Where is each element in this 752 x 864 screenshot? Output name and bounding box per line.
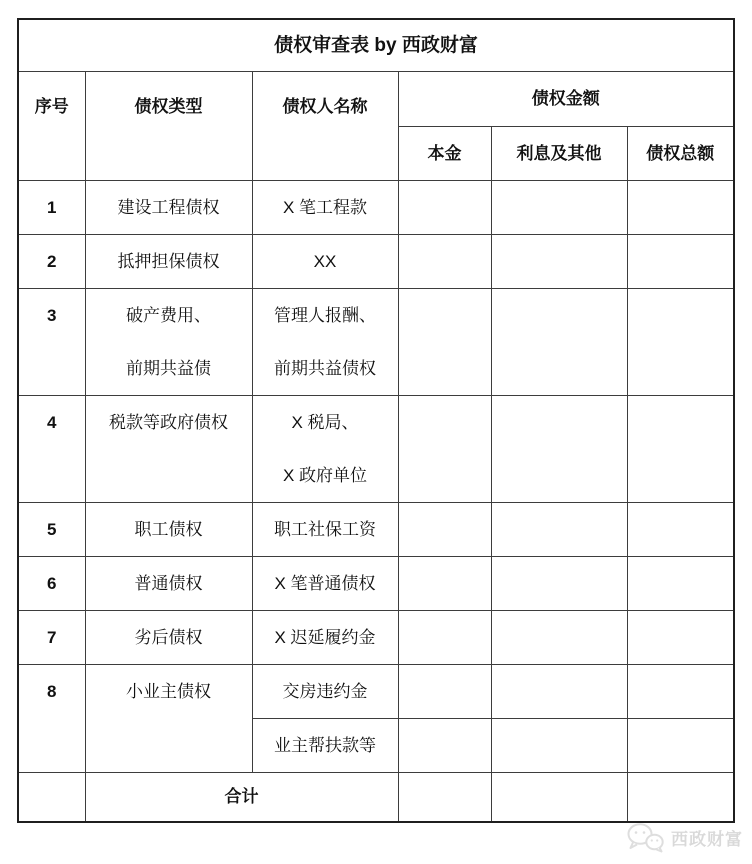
cell-creditor: X 笔工程款 <box>252 181 398 235</box>
totals-label-cell <box>85 773 398 823</box>
table-row <box>18 181 734 235</box>
cell-total <box>627 289 734 396</box>
creditor-review-table <box>17 18 735 823</box>
cell-total <box>627 611 734 665</box>
cell-type: 破产费用、 前期共益债 <box>85 289 252 396</box>
cell-type: 建设工程债权 <box>85 181 252 235</box>
table-row <box>18 503 734 557</box>
cell-interest <box>491 773 627 823</box>
table-row <box>18 665 734 719</box>
cell-principal <box>398 235 491 289</box>
cell-total <box>627 719 734 773</box>
cell-interest <box>491 665 627 719</box>
cell-principal <box>398 611 491 665</box>
cell-no: 5 <box>18 503 85 557</box>
cell-principal <box>398 557 491 611</box>
cell-total <box>627 396 734 503</box>
cell-type: 职工债权 <box>85 503 252 557</box>
cell-interest <box>491 396 627 503</box>
totals-label: 合计 <box>224 787 259 806</box>
cell-type: 小业主债权 <box>85 665 252 773</box>
cell-creditor: 业主帮扶款等 <box>252 719 398 773</box>
cell-interest <box>491 503 627 557</box>
cell-principal <box>398 719 491 773</box>
table-row <box>18 611 734 665</box>
header-total: 债权总额 <box>627 127 734 181</box>
totals-row <box>18 773 734 823</box>
cell-interest <box>491 719 627 773</box>
header-creditor: 债权人名称 <box>252 72 398 181</box>
table-row <box>18 289 734 396</box>
cell-total <box>627 557 734 611</box>
cell-total <box>627 181 734 235</box>
cell-type: 税款等政府债权 <box>85 396 252 503</box>
cell-no: 2 <box>18 235 85 289</box>
cell-no: 1 <box>18 181 85 235</box>
cell-principal <box>398 289 491 396</box>
table-title-cell <box>18 19 734 72</box>
cell-creditor: 职工社保工资 <box>252 503 398 557</box>
cell-creditor: X 税局、 X 政府单位 <box>252 396 398 503</box>
cell-principal <box>398 773 491 823</box>
cell-total <box>627 773 734 823</box>
cell-creditor: X 笔普通债权 <box>252 557 398 611</box>
page-title: 债权审查表 by 西政财富 <box>274 35 478 56</box>
table-row <box>18 235 734 289</box>
cell-interest <box>491 557 627 611</box>
cell-total <box>627 235 734 289</box>
cell-creditor: 管理人报酬、 前期共益债权 <box>252 289 398 396</box>
cell-principal <box>398 181 491 235</box>
cell-no: 6 <box>18 557 85 611</box>
cell-creditor: XX <box>252 235 398 289</box>
header-amount-group: 债权金额 <box>398 72 734 127</box>
cell-principal <box>398 396 491 503</box>
cell-no: 8 <box>18 665 85 773</box>
watermark <box>626 822 743 853</box>
watermark-text: 西政财富 <box>671 830 743 849</box>
cell-creditor: X 迟延履约金 <box>252 611 398 665</box>
cell-total <box>627 503 734 557</box>
cell-creditor: 交房违约金 <box>252 665 398 719</box>
cell-principal <box>398 665 491 719</box>
header-no: 序号 <box>18 72 85 181</box>
cell-type: 普通债权 <box>85 557 252 611</box>
wechat-logo-icon <box>626 822 664 853</box>
table-row <box>18 396 734 503</box>
header-interest: 利息及其他 <box>491 127 627 181</box>
cell-no: 7 <box>18 611 85 665</box>
cell-interest <box>491 181 627 235</box>
header-type: 债权类型 <box>85 72 252 181</box>
cell-no: 4 <box>18 396 85 503</box>
cell-interest <box>491 611 627 665</box>
cell-no <box>18 773 85 823</box>
cell-total <box>627 665 734 719</box>
cell-no: 3 <box>18 289 85 396</box>
cell-type: 劣后债权 <box>85 611 252 665</box>
header-principal: 本金 <box>398 127 491 181</box>
cell-type: 抵押担保债权 <box>85 235 252 289</box>
cell-interest <box>491 289 627 396</box>
table-row <box>18 557 734 611</box>
cell-interest <box>491 235 627 289</box>
cell-principal <box>398 503 491 557</box>
